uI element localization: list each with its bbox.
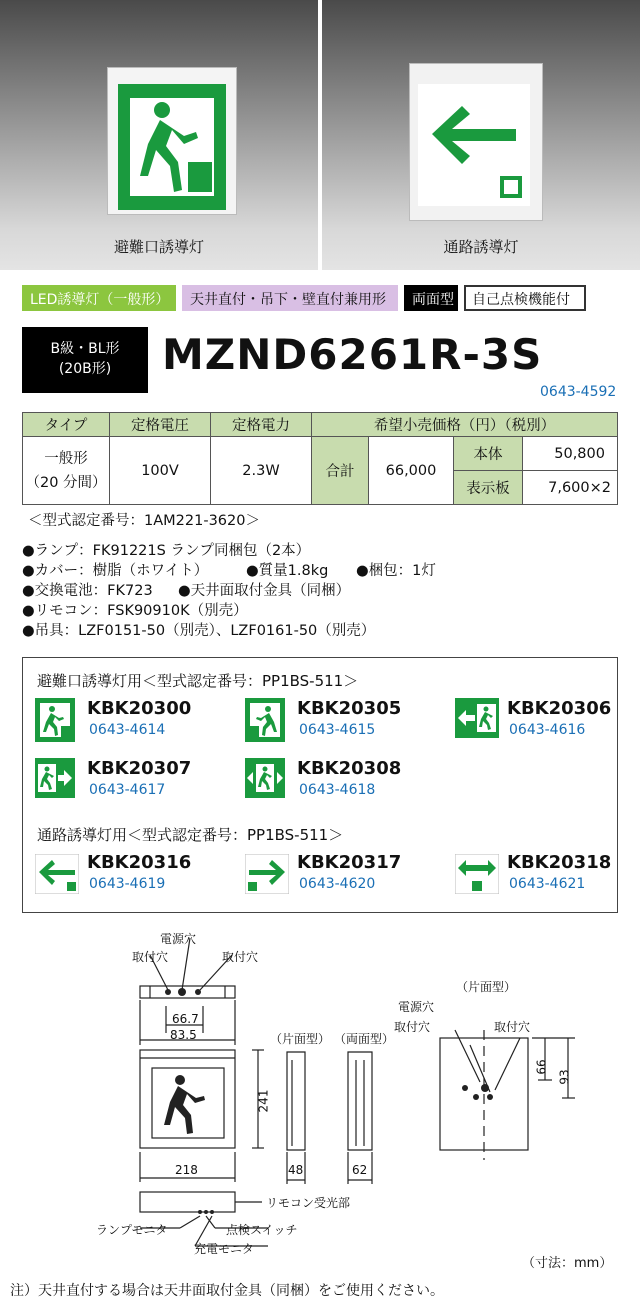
spec-hanger: ●吊具：LZF0151-50（別売）、LZF0161-50（別売） [22,623,376,639]
panel-label: 表示板 [454,471,523,505]
panel-item [35,698,192,746]
mount-hole-right-label-2: 取付穴 [494,1020,531,1034]
panel-name: KBK20305 [297,698,402,719]
panel-name: KBK20307 [87,758,192,779]
left-arrow-icon [418,84,530,206]
dim-93: 93 [557,1069,572,1085]
charge-monitor-label: 充電モニタ [194,1242,255,1256]
exit-right-arrow-icon [35,758,75,798]
single-type-label: （片面型） [270,1032,331,1046]
path-light-caption: 通路誘導灯 [443,238,519,256]
panel-item [455,698,612,742]
remote-receiver-label: リモコン受光部 [266,1196,351,1210]
grade-line-2: (20B形) [58,361,112,377]
top-view-body [140,986,235,998]
dimension-drawing [0,920,640,1270]
exit-person-icon [35,698,75,742]
power-hole-label: 電源穴 [160,932,197,946]
panel-name: KBK20317 [297,852,402,873]
panels-box [22,657,618,913]
power-hole-label-2: 電源穴 [398,1000,435,1014]
panel-code: 0643-4621 [509,876,586,892]
power-cell: 2.3W [211,437,312,505]
header-voltage: 定格電圧 [110,413,211,437]
lamp-monitor-label: ランプモニタ [96,1223,168,1237]
led-tag: LED誘導灯（一般形） [22,285,176,311]
front-view-exit-mark [164,1075,205,1134]
bottom-panel-body [140,1192,235,1212]
panel-code: 0643-4615 [299,722,376,738]
path-left-arrow-icon [35,854,79,894]
panel-code: 0643-4617 [89,782,166,798]
spec-weight: ●質量1.8kg [246,563,329,579]
body-label: 本体 [454,437,523,471]
ceiling-mount-note: 注）天井直付する場合は天井面取付金具（同梱）をご使用ください。 [10,1283,444,1299]
panel-code: 0643-4614 [89,722,166,738]
spec-battery: ●交換電池：FK723 [22,583,153,599]
header-price: 希望小売価格（円）（税別） [312,413,618,437]
dim-48: 48 [288,1163,304,1177]
header-power: 定格電力 [211,413,312,437]
spec-cover: ●カバー：樹脂（ホワイト） [22,563,209,579]
dim-83-5: 83.5 [170,1028,197,1042]
exit-sign-panel [118,84,226,210]
panel-name: KBK20308 [297,758,402,779]
panel-code: 0643-4616 [509,722,586,738]
type-line-2: （20 分間） [25,474,107,491]
panel-code: 0643-4618 [299,782,376,798]
self-check-tag: 自己点検機能付 [464,285,586,311]
spec-lamp: ●ランプ：FK91221S ランプ同梱包（2本） [22,543,311,559]
path-right-arrow-icon [245,854,289,894]
spec-remote: ●リモコン：FSK90910K（別売） [22,603,248,619]
check-switch-label: 点検スイッチ [226,1223,298,1237]
grade-badge [22,327,148,393]
spec-pack: ●梱包：1灯 [356,563,436,579]
model-code: 0643-4592 [540,384,617,400]
single-type-label-2: （片面型） [456,980,517,994]
panel-item [35,758,192,802]
cert-number: ＜型式認定番号：1AM221-3620＞ [28,513,260,529]
mount-tag: 天井直付・吊下・壁直付兼用形 [182,285,398,311]
header-type: タイプ [23,413,110,437]
grade-line-1: B級・BL形 [50,341,120,357]
double-sided-tag: 両面型 [404,285,458,311]
dim-218: 218 [175,1163,198,1177]
mount-hole-left-label-2: 取付穴 [394,1020,431,1034]
voltage-cell: 100V [110,437,211,505]
path-sign-panel [418,84,530,206]
double-type-label: （両面型） [334,1032,395,1046]
exit-left-arrow-icon [455,698,499,738]
type-cell [23,437,110,505]
spec-table [22,412,618,505]
body-value: 50,800 [523,437,618,471]
exit-both-arrow-icon [245,758,285,798]
exit-light-caption: 避難口誘導灯 [113,238,204,256]
running-man-icon [118,84,226,210]
mount-hole-right-label: 取付穴 [222,950,259,964]
exit-person-mirror-icon [245,698,285,742]
mount-hole-left-label: 取付穴 [132,950,169,964]
panel-name: KBK20316 [87,852,192,873]
panel-name: KBK20300 [87,698,192,719]
panel-item [245,758,402,802]
panel-item [35,852,192,898]
panel-item [245,698,402,746]
dim-241: 241 [256,1089,271,1113]
total-label: 合計 [312,437,369,505]
panel-code: 0643-4619 [89,876,166,892]
path-panels-title: 通路誘導灯用＜型式認定番号：PP1BS-511＞ [37,826,344,844]
spec-bracket: ●天井面取付金具（同梱） [178,583,351,599]
panel-value: 7,600×2 [523,471,618,505]
unit-label: （寸法：mm） [522,1256,613,1271]
panel-item [245,852,402,898]
exit-panels-title: 避難口誘導灯用＜型式認定番号：PP1BS-511＞ [37,672,359,690]
path-light-photo [322,0,640,270]
type-line-1: 一般形 [44,450,88,467]
dim-66: 66 [534,1059,549,1075]
panel-code: 0643-4620 [299,876,376,892]
panel-item [455,852,612,898]
total-value: 66,000 [369,437,454,505]
model-number: MZND6261R-3S [162,330,543,379]
path-both-arrow-icon [455,854,499,894]
exit-light-photo [0,0,318,270]
dim-62: 62 [352,1163,368,1177]
panel-name: KBK20318 [507,852,612,873]
panel-name: KBK20306 [507,698,612,719]
dim-66-7: 66.7 [172,1012,199,1026]
